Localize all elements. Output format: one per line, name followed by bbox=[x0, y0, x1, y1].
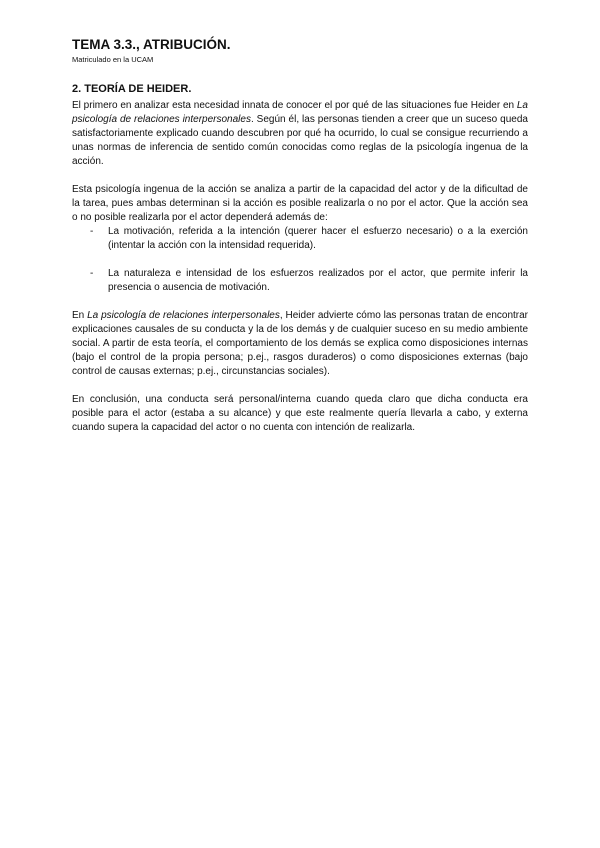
paragraph-intro-part-a: El primero en analizar esta necesidad innata de conocer el por qué de las situaciones fue Heider en bbox=[72, 100, 517, 111]
list-item-text: La motivación, referida a la intención (querer hacer el esfuerzo necesario) o a la exerción (intentar la acción con la intensidad requerida). bbox=[108, 226, 528, 251]
list-item-text: La naturaleza e intensidad de los esfuerzos realizados por el actor, que permite inferir la presencia o ausencia de motivación. bbox=[108, 268, 528, 293]
paragraph-conclusion: En conclusión, una conducta será personal/interna cuando queda claro que dicha conducta era posible para el actor (estaba a su alcance) y que este realmente quería llevarla a cabo, y externa cuando supera la capacidad del actor o no cuenta con intención de realizarla. bbox=[72, 394, 528, 433]
document-title: TEMA 3.3., ATRIBUCIÓN. bbox=[72, 37, 231, 52]
paragraph-causal-part-b: , Heider advierte cómo las personas tratan de encontrar explicaciones causales de su conducta y la de los demás y de cualquier suceso en su medio ambiente social. A partir de esta teoría, el comportamiento de los demás se explica como disposiciones internas (bajo el control de la propia persona; p.ej., rasgos duraderos) o como disposiciones externas (bajo control de causas externas; p.ej., circunstancias sociales). bbox=[72, 310, 529, 377]
list-dash: - bbox=[90, 268, 94, 279]
paragraph-naive-psychology: Esta psicología ingenua de la acción se analiza a partir de la capacidad del actor y de la dificultad de la tarea, pues ambas determinan si la acción es posible realizarla o no por el actor. Que la acción sea o no posible realizarla por el actor dependerá además de: bbox=[72, 184, 528, 223]
book-title: La psicología de relaciones interpersonales bbox=[72, 100, 528, 125]
list-item-motivation bbox=[72, 225, 528, 253]
section-heading: 2. TEORÍA DE HEIDER. bbox=[72, 83, 192, 95]
paragraph-causal-part-a: En bbox=[72, 310, 88, 321]
paragraph-intro bbox=[72, 99, 528, 169]
paragraph-intro-part-b: . Según él, las personas tienden a creer que un suceso queda satisfactoriamente explicado cuando descubren por qué ha ocurrido, lo cual se consigue recurriendo a unas normas de inferencia de sentido común conocidas como reglas de la psicología ingenua de la acción. bbox=[72, 114, 528, 167]
document-page bbox=[72, 36, 528, 435]
book-title: La psicología de relaciones interpersonales bbox=[87, 310, 280, 321]
list-dash: - bbox=[90, 226, 94, 237]
factor-list bbox=[72, 225, 528, 295]
document-subtitle: Matriculado en la UCAM bbox=[72, 55, 154, 64]
list-item-effort bbox=[72, 267, 528, 295]
paragraph-causal-explanations bbox=[72, 309, 528, 379]
